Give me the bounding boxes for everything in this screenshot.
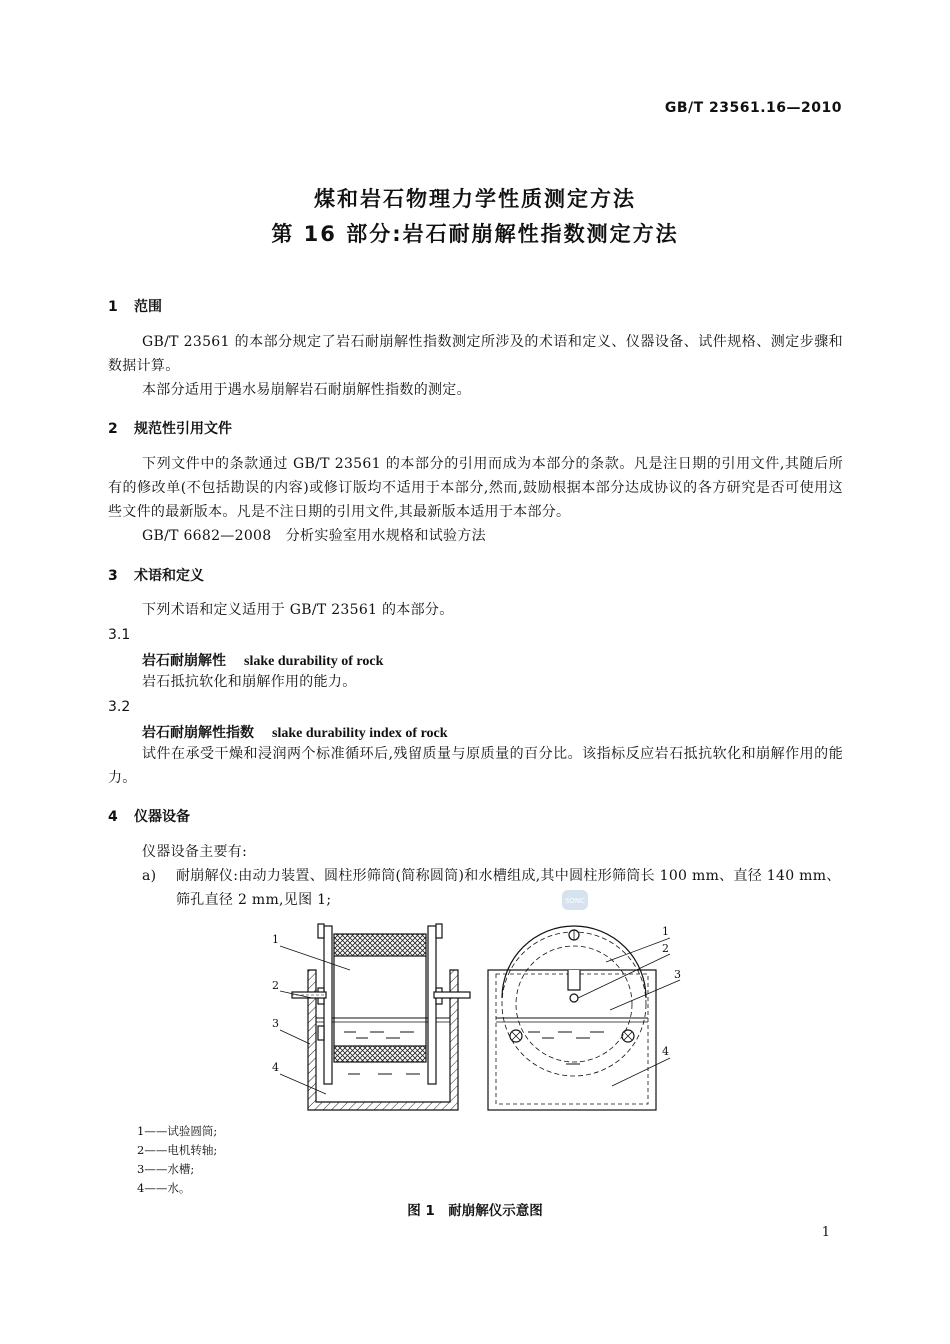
title-line-2: 第 16 部分:岩石耐崩解性指数测定方法 [271, 222, 679, 246]
term-3-1-definition: 岩石抵抗软化和崩解作用的能力。 [142, 674, 357, 690]
legend-item-4: 4——水。 [137, 1181, 191, 1195]
term-3-2-definition: 试件在承受干燥和浸润两个标准循环后,残留质量与原质量的百分比。该指标反应岩石抵抗软化和崩解作用的能力。 [108, 746, 843, 786]
callout-4-right: 4 [662, 1045, 669, 1058]
section-4-intro: 仪器设备主要有: [142, 844, 248, 860]
section-1-paragraph-2: 本部分适用于遇水易崩解岩石耐崩解性指数的测定。 [142, 382, 471, 398]
section-title: 范围 [134, 299, 162, 315]
callout-3-left: 3 [272, 1017, 279, 1030]
list-label: a) [142, 868, 157, 884]
section-number: 1 [108, 299, 118, 315]
legend-item-2: 2——电机转轴; [137, 1143, 218, 1157]
standard-code: GB/T 23561.16—2010 [664, 100, 842, 116]
term-3-1 [142, 650, 383, 670]
legend-item-3: 3——水槽; [137, 1162, 195, 1176]
section-title: 术语和定义 [134, 568, 204, 584]
side-view [292, 924, 470, 1110]
title-line-1: 煤和岩石物理力学性质测定方法 [314, 187, 636, 211]
section-4-heading [108, 806, 190, 826]
watermark-text: SONC [564, 897, 586, 905]
section-title: 仪器设备 [134, 809, 190, 825]
section-3-intro: 下列术语和定义适用于 GB/T 23561 的本部分。 [142, 602, 454, 618]
section-2-heading [108, 418, 232, 438]
term-3-2 [142, 722, 448, 742]
callout-1-left: 1 [272, 933, 279, 946]
section-number: 4 [108, 809, 118, 825]
term-zh: 岩石耐崩解性 [142, 653, 226, 669]
watermark-logo [561, 888, 589, 912]
term-en: slake durability index of rock [272, 726, 448, 741]
callout-1-right: 1 [662, 925, 669, 938]
section-3-heading [108, 565, 204, 585]
term-3-1-number: 3.1 [108, 627, 131, 643]
list-text: 耐崩解仪:由动力装置、圆柱形筛筒(简称圆筒)和水槽组成,其中圆柱形筛筒长 100 mm、直径 140 mm、筛孔直径 2 mm,见图 1; [176, 868, 841, 908]
callout-2-left: 2 [272, 979, 279, 992]
callout-2-right: 2 [662, 942, 669, 955]
section-1-paragraph-1: GB/T 23561 的本部分规定了岩石耐崩解性指数测定所涉及的术语和定义、仪器设备、试件规格、测定步骤和数据计算。 [108, 334, 843, 374]
section-number: 2 [108, 421, 118, 437]
term-zh: 岩石耐崩解性指数 [142, 725, 254, 741]
term-en: slake durability of rock [244, 654, 384, 669]
end-view [488, 926, 656, 1110]
list-item-a [142, 864, 842, 912]
figure-1-diagram [260, 918, 690, 1118]
legend-item-1: 1——试验圆筒; [137, 1124, 218, 1138]
section-title: 规范性引用文件 [134, 421, 232, 437]
figure-legend [137, 1122, 217, 1198]
section-number: 3 [108, 568, 118, 584]
callout-4-left: 4 [272, 1061, 279, 1074]
term-3-2-number: 3.2 [108, 699, 131, 715]
page-number: 1 [821, 1225, 830, 1240]
section-1-heading [108, 296, 162, 316]
figure-caption: 图 1 耐崩解仪示意图 [407, 1203, 543, 1219]
callout-3-right: 3 [674, 968, 681, 981]
section-2-paragraph-1: 下列文件中的条款通过 GB/T 23561 的本部分的引用而成为本部分的条款。凡是注日期的引用文件,其随后所有的修改单(不包括勘误的内容)或修订版均不适用于本部分,然而,鼓励根据本部分达成协议的各方研究是否可使用这些文件的最新版本。凡是不注日期的引用文件,其最新版本适用于本部分。 [108, 456, 843, 520]
normative-reference: GB/T 6682—2008 分析实验室用水规格和试验方法 [142, 528, 486, 544]
